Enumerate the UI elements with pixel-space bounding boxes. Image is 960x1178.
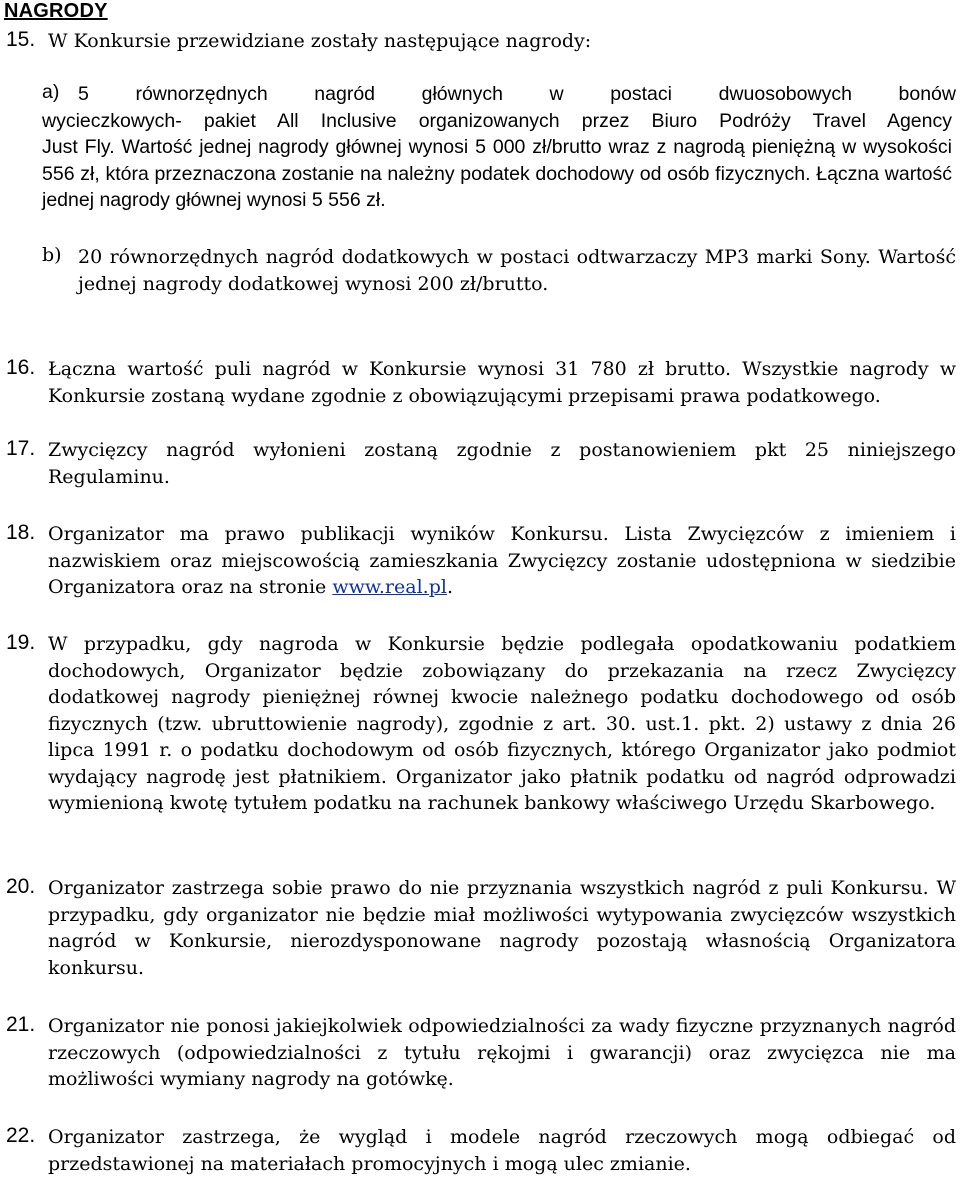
prize-a-line3: Just Fly. Wartość jednej nagrody głównej wynosi 5 000 zł/brutto wraz z nagrodą pieniężną w wysokości 556 zł, która przeznaczona zostanie na należny podatek dochodowy od osób fizycznych. Łączna wartość jednej nagrody głównej wynosi 5 556 zł.: [42, 136, 952, 211]
paragraph-number: 22.: [6, 1124, 36, 1147]
paragraph-text: [48, 521, 956, 601]
prize-a-line1: 5 równorzędnych nagród głównych w postaci dwuosobowych bonów: [78, 83, 956, 105]
paragraph-18: [6, 521, 956, 601]
paragraph-16: [6, 356, 956, 409]
paragraph-text-after: .: [446, 576, 453, 598]
paragraph-text: Organizator zastrzega sobie prawo do nie przyznania wszystkich nagród z puli Konkursu. W przypadku, gdy organizator nie będzie miał możliwości wytypowania zwycięzców wszystkich nagród w Konkursie, nierozdysponowane nagrody pozostają własnością Organizatora konkursu.: [48, 877, 956, 979]
paragraph-number: 16.: [6, 356, 36, 379]
list-letter: a): [42, 81, 60, 103]
section-heading: NAGRODY: [4, 0, 108, 22]
website-link[interactable]: www.real.pl: [332, 576, 447, 598]
paragraph-text: W przypadku, gdy nagroda w Konkursie będzie podlegała opodatkowaniu podatkiem dochodowych, Organizator będzie zobowiązany do przekazania na rzecz Zwycięzcy dodatkowej nagrody pieniężnej równej kwocie należnego podatku dochodowego od osób fizycznych (tzw. ubruttowienie nagrody), zgodnie z art. 30. ust.1. pkt. 2) ustawy z dnia 26 lipca 1991 r. o podatku dochodowym od osób fizycznych, którego Organizator jako podmiot wydający nagrodę jest płatnikiem. Organizator jako płatnik podatku od nagród odprowadzi wymienioną kwotę tytułem podatku na rachunek bankowy właściwego Urzędu Skarbowego.: [48, 633, 956, 814]
paragraph-text: W Konkursie przewidziane zostały następujące nagrody:: [48, 30, 592, 52]
paragraph-number: 18.: [6, 521, 36, 544]
paragraph-text-before: Organizator ma prawo publikacji wyników Konkursu. Lista Zwycięzców z imieniem i nazwiskiem oraz miejscowością zamieszkania Zwycięzcy zostanie udostępniona w siedzibie Organizatora oraz na stronie: [48, 523, 956, 598]
paragraph-text: Organizator nie ponosi jakiejkolwiek odpowiedzialności za wady fizyczne przyznanych nagród rzeczowych (odpowiedzialności z tytułu rękojmi i gwarancji) oraz zwycięzca nie ma możliwości wymiany nagrody na gotówkę.: [48, 1015, 956, 1090]
paragraph-21: [6, 1013, 956, 1093]
prize-item-a: [42, 81, 956, 214]
paragraph-20: [6, 875, 956, 981]
list-letter: b): [42, 244, 62, 266]
paragraph-22: [6, 1124, 956, 1177]
paragraph-number: 17.: [6, 437, 36, 460]
prize-b-text: 20 równorzędnych nagród dodatkowych w postaci odtwarzaczy MP3 marki Sony. Wartość jednej nagrody dodatkowej wynosi 200 zł/brutto.: [78, 246, 956, 295]
prize-a-line2: wycieczkowych- pakiet All Inclusive organizowanych przez Biuro Podróży Travel Agency: [42, 109, 952, 132]
prize-item-b: [42, 244, 956, 297]
paragraph-19: [6, 631, 956, 817]
paragraph-17: [6, 437, 956, 490]
paragraph-text: Łączna wartość puli nagród w Konkursie wynosi 31 780 zł brutto. Wszystkie nagrody w Konkursie zostaną wydane zgodnie z obowiązującymi przepisami prawa podatkowego.: [48, 358, 956, 407]
paragraph-text: Zwycięzcy nagród wyłonieni zostaną zgodnie z postanowieniem pkt 25 niniejszego Regulaminu.: [48, 439, 956, 488]
paragraph-number: 19.: [6, 631, 36, 654]
paragraph-number: 21.: [6, 1013, 36, 1036]
paragraph-text: Organizator zastrzega, że wygląd i modele nagród rzeczowych mogą odbiegać od przedstawionej na materiałach promocyjnych i mogą ulec zmianie.: [48, 1126, 956, 1175]
paragraph-number: 15.: [6, 28, 36, 51]
paragraph-15: [6, 28, 956, 55]
paragraph-number: 20.: [6, 875, 36, 898]
